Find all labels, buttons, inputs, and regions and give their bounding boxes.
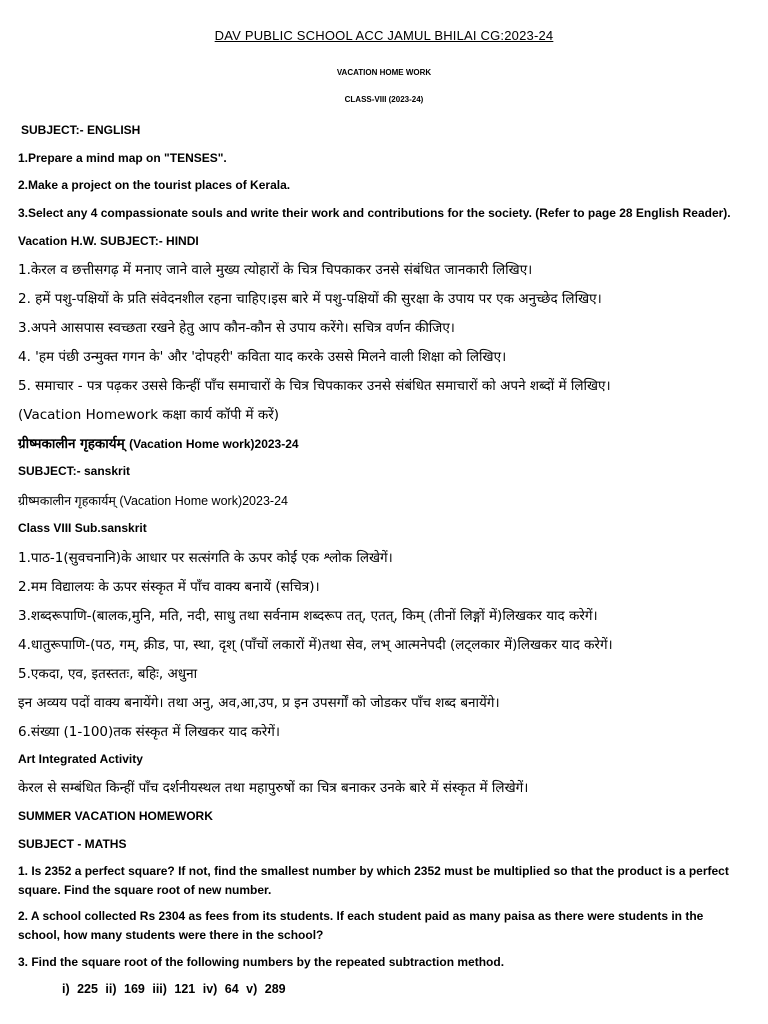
sanskrit-subject: SUBJECT:- sanskrit <box>18 464 131 478</box>
maths-item-2: 2. A school collected Rs 2304 as fees from its students. If each student paid as many paisa as there were students in the school, how many students were there in the school? <box>18 909 704 942</box>
sanskrit-item-4: 4.धातुरूपाणि-(पठ, गम्, क्रीड, पा, स्था, दृश् (पाँचों लकारों में)तथा सेव, लभ् आत्मनेपदी (लट्लकार में)लिखकर याद करेगें। <box>18 637 613 653</box>
sanskrit-heading-english: (Vacation Home work)2023-24 <box>129 437 299 451</box>
sanskrit-repeat-heading: ग्रीष्मकालीन गृहकार्यम् (Vacation Home work)2023-24 <box>18 494 288 508</box>
hindi-heading: Vacation H.W. SUBJECT:- HINDI <box>18 234 199 248</box>
hindi-item-2: 2. हमें पशु-पक्षियों के प्रति संवेदनशील रहना चाहिए।इस बारे में पशु-पक्षियों की सुरक्षा के उपाय पर एक अनुच्छेद लिखिए। <box>18 291 602 307</box>
hindi-item-4: 4. 'हम पंछी उन्मुक्त गगन के' और 'दोपहरी' कविता याद करके उससे मिलने वाली शिक्षा को लिखिए। <box>18 349 507 365</box>
english-item-2: 2.Make a project on the tourist places of Kerala. <box>18 178 291 192</box>
art-text: केरल से सम्बंधित किन्हीं पाँच दर्शनीयस्थल तथा महापुरुषों का चित्र बनाकर उनके बारे में संस्कृत में लिखेगें। <box>18 780 529 796</box>
english-heading: SUBJECT:- ENGLISH <box>21 123 141 137</box>
maths-item-3: 3. Find the square root of the following numbers by the repeated subtraction method. <box>18 955 505 969</box>
sanskrit-item-5: 5.एकदा, एव, इतस्ततः, बहिः, अधुना <box>18 666 198 682</box>
hindi-item-5: 5. समाचार - पत्र पढ़कर उससे किन्हीं पाँच समाचारों के चित्र चिपकाकर उनसे संबंधित समाचारों को अपने शब्दों में लिखिए। <box>18 378 611 394</box>
sanskrit-class-line: Class VIII Sub.sanskrit <box>18 521 147 535</box>
sanskrit-item-2: 2.मम विद्यालयः के ऊपर संस्कृत में पाँच वाक्य बनायें (सचित्र)। <box>18 579 320 595</box>
sanskrit-item-6: 6.संख्या (1-100)तक संस्कृत में लिखकर याद करेगें। <box>18 724 280 740</box>
art-heading: Art Integrated Activity <box>18 752 143 766</box>
maths-item-1: 1. Is 2352 a perfect square? If not, find the smallest number by which 2352 must be multiplied so that the product is a perfect square. Find the square root of new number. <box>18 864 729 897</box>
homework-subtitle: VACATION HOME WORK <box>336 68 432 77</box>
square-root-numbers: i) 225 ii) 169 iii) 121 iv) 64 v) 289 <box>62 982 286 996</box>
hindi-item-3: 3.अपने आसपास स्वच्छता रखने हेतु आप कौन-कौन से उपाय करेंगे। सचित्र वर्णन कीजिए। <box>18 320 455 336</box>
sanskrit-item-5-continued: इन अव्यय पदों वाक्य बनायेंगे। तथा अनु, अव,आ,उप, प्र इन उपसर्गों को जोडकर पाँच शब्द बनायेंगे। <box>18 695 500 711</box>
sanskrit-item-1: 1.पाठ-1(सुवचनानि)के आधार पर सत्संगति के ऊपर कोई एक श्लोक लिखेगें। <box>18 550 393 566</box>
english-item-3: 3.Select any 4 compassionate souls and write their work and contributions for the society. (Refer to page 28 English Reader). <box>18 206 731 220</box>
sanskrit-item-3: 3.शब्दरूपाणि-(बालक,मुनि, मति, नदी, साधु तथा सर्वनाम शब्दरूप तत्, एतत्, किम् (तीनों लिङ्गों में)लिखकर याद करेगें। <box>18 608 598 624</box>
sanskrit-heading <box>18 434 299 453</box>
english-item-1: 1.Prepare a mind map on "TENSES". <box>18 151 227 165</box>
hindi-note: (Vacation Homework कक्षा कार्य कॉपी में करें) <box>18 407 280 423</box>
class-line: CLASS-VIII (2023-24) <box>344 95 424 104</box>
sanskrit-heading-hindi: ग्रीष्मकालीन गृहकार्यम् <box>18 436 125 452</box>
summer-heading: SUMMER VACATION HOMEWORK <box>18 809 213 823</box>
school-title: DAV PUBLIC SCHOOL ACC JAMUL BHILAI CG:2023-24 <box>214 28 554 43</box>
maths-heading: SUBJECT - MATHS <box>18 837 127 851</box>
hindi-item-1: 1.केरल व छत्तीसगढ़ में मनाए जाने वाले मुख्य त्योहारों के चित्र चिपकाकर उनसे संबंधित जानकारी लिखिए। <box>18 262 533 278</box>
